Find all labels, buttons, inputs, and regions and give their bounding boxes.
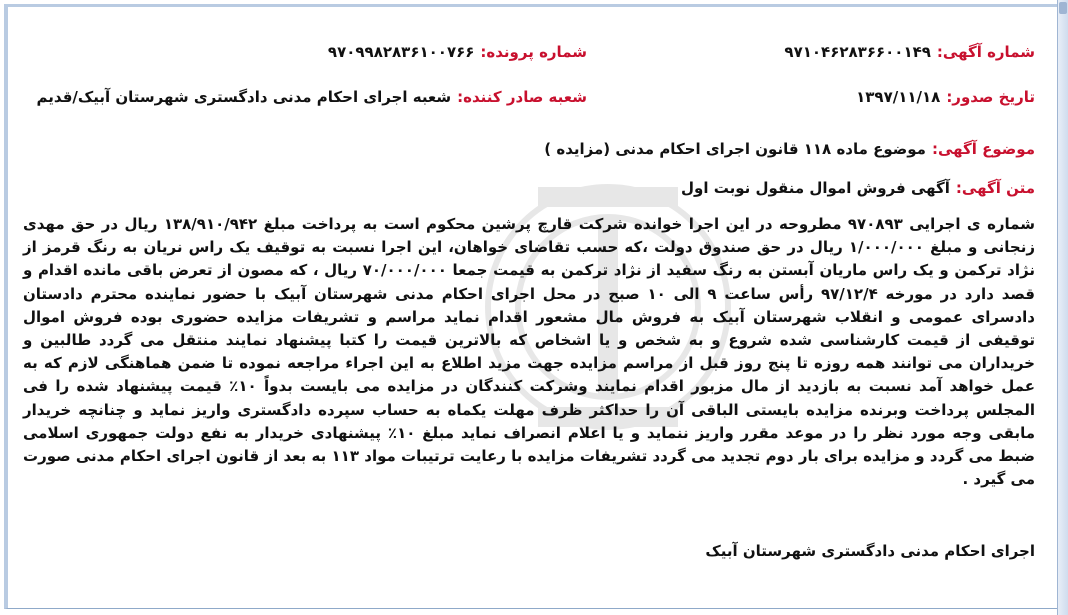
issue-date-label: تاریخ صدور: [946,88,1035,106]
subject-label: موضوع آگهی: [931,140,1035,158]
issuing-branch-label: شعبه صادر کننده: [457,88,587,106]
text-title-row [681,179,1035,197]
notice-frame [4,4,1058,609]
issue-date-row [856,88,1035,106]
issue-date-value: ۱۳۹۷/۱۱/۱۸ [856,88,941,106]
ad-number-label: شماره آگهی: [936,43,1035,61]
ad-number-row [784,43,1035,61]
case-number-value: ۹۷۰۹۹۸۲۸۳۶۱۰۰۷۶۶ [327,43,475,61]
notice-footer: اجرای احکام مدنی دادگستری شهرستان آبیک [705,542,1035,560]
text-label: متن آگهی: [955,179,1035,197]
issuing-branch-row [37,88,587,106]
case-number-label: شماره پرونده: [480,43,587,61]
ad-number-value: ۹۷۱۰۴۶۲۸۳۶۶۰۰۱۴۹ [784,43,931,61]
vertical-scrollbar[interactable] [1057,0,1068,615]
subject-row [544,140,1035,158]
case-number-row [328,43,587,61]
text-title: آگهی فروش اموال منقول نوبت اول [681,179,950,197]
scrollbar-thumb[interactable] [1059,2,1067,14]
issuing-branch-value: شعبه اجرای احکام مدنی دادگستری شهرستان آبیک/قدیم [36,88,452,106]
notice-body: شماره ی اجرایی ۹۷۰۸۹۳ مطروحه در این اجرا خوانده شرکت قارچ پرشین محکوم است به پرداخت مبلغ ۱۳۸/۹۱۰/۹۴۲ ریال در حق مهدی زنجانی و مبلغ ۱/۰۰۰/۰۰۰ ریال در حق صندوق دولت ،که حسب تقاضای خواهان، این اجرا نسبت به توقیف یک راس نریان به رنگ قرمز از نژاد ترکمن و یک راس ماریان آبستن به رنگ سفید از نژاد ترکمن به قیمت جمعا ۷۰/۰۰۰/۰۰۰ ریال ، که مصون از تعرض باقی مانده اقدام و قصد دارد در مورخه ۹۷/۱۲/۴ رأس ساعت ۹ الی ۱۰ صبح در محل اجرای احکام مدنی شهرستان آبیک با حضور نماینده محترم دادستان دادسرای عمومی و انقلاب شهرستان آبیک به فروش مال مشعور اقدام نماید مراسم و تشریفات مزایده حضوری بوده فروش اموال توقیفی از قیمت کارشناسی شده شروع و به شخص و یا اشخاص که بالاترین قیمت را کتبا پیشنهاد نمایند منتقل می گردد طالبین و خریداران می توانند همه روزه تا پنج روز قبل از مراسم مزایده جهت مزید اطلاع به این اجراء مراجعه نموده تا ضمن هماهنگی لازم که به عمل خواهد آمد نسبت به بازدید از مال مزبور اقدام نمایند وشرکت کنندگان در مزایده می بایست بدواً ۱۰٪ قیمت پیشنهاد شده را فی المجلس پرداخت وبرنده مزایده بایستی الباقی آن را حداکثر ظرف مهلت یکماه به حساب سپرده دادگستری واریز نماید و چنانچه خریدار مابقی وجه مورد نظر را در موعد مقرر واریز ننماید و یا اعلام انصراف نماید مبلغ ۱۰٪ پیشنهادی خریدار به نفع دولت جمهوری اسلامی ضبط می گردد و مزایده برای بار دوم تجدید می گردد تشریفات مزایده با رعایت ترتیبات مواد ۱۱۳ به بعد از قانون اجرای احکام مدنی صورت می گیرد . [23,215,1035,489]
subject-value: موضوع ماده ۱۱۸ قانون اجرای احکام مدنی (مزایده ) [544,140,926,158]
